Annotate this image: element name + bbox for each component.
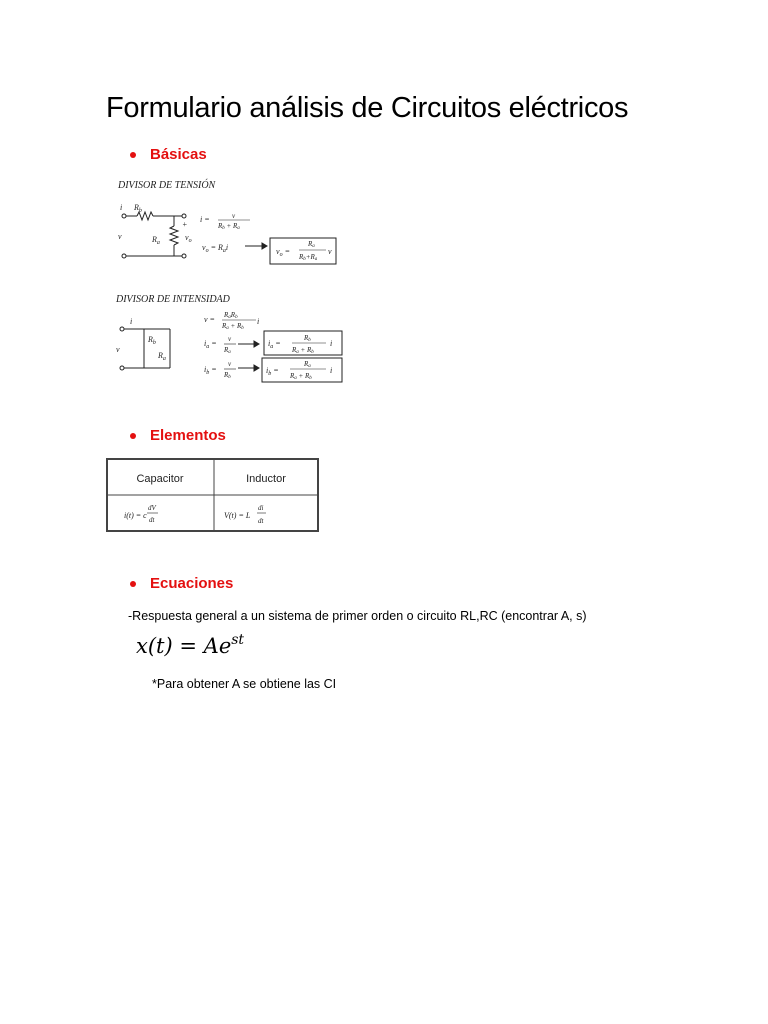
section-ecuaciones-label: Ecuaciones <box>150 575 234 592</box>
svg-text:i: i <box>330 339 333 348</box>
svg-text:i: i <box>330 366 333 375</box>
elementos-table <box>106 458 320 534</box>
svg-text:v: v <box>228 335 232 343</box>
svg-text:Ra + Rb: Ra + Rb <box>292 346 314 355</box>
svg-text:v: v <box>232 212 236 220</box>
svg-text:i: i <box>120 203 123 212</box>
divisor-circuits-figure <box>112 176 347 388</box>
svg-text:Rb: Rb <box>224 371 231 380</box>
svg-text:Rb: Rb <box>304 334 311 343</box>
section-elementos-label: Elementos <box>150 427 226 444</box>
svg-text:ib =: $i_b$ = <box>204 365 217 376</box>
divisor-intensidad-labels <box>116 311 332 381</box>
svg-text:v =: v = <box>204 315 215 324</box>
svg-text:vo =: $v_o$ = <box>276 247 290 258</box>
ecuaciones-description: -Respuesta general a un sistema de primer orden o circuito RL,RC (encontrar A, s) <box>128 609 587 623</box>
divisor-tension-labels <box>118 203 332 262</box>
inductor-equation: V(t) = L <box>224 511 251 520</box>
table-header-capacitor: Capacitor <box>136 473 184 485</box>
svg-text:Rb: $R_b$ <box>148 335 156 346</box>
section-basicas <box>130 146 207 163</box>
svg-text:Ra + Rb: Ra + Rb <box>290 372 312 381</box>
svg-text:i =: i = <box>200 215 210 224</box>
svg-text:Rb+Ra: Rb+Ra <box>299 253 318 262</box>
svg-text:ia =: $i_a$ = <box>204 339 217 350</box>
capacitor-frac-den: dt <box>149 516 155 524</box>
svg-text:vo: $v_o$ <box>185 233 192 244</box>
svg-text:Ra: Ra <box>224 346 231 355</box>
svg-text:Ra: Ra <box>304 360 311 369</box>
bullet-icon <box>130 433 136 439</box>
svg-text:Ra: $R_a$ <box>158 351 166 362</box>
page-title: Formulario análisis de Circuitos eléctricos <box>106 92 629 124</box>
formula-lhs: x(t) <box>136 634 173 658</box>
svg-text:ia =: $i_a$ = <box>268 339 281 350</box>
capacitor-frac-num: dV <box>148 504 156 512</box>
bullet-icon <box>130 152 136 158</box>
capacitor-equation: i(t) = c <box>124 511 147 520</box>
svg-text:Rb: $R_b$ <box>134 203 142 214</box>
svg-text:RaRb: RaRb <box>224 311 238 320</box>
svg-text:v: v <box>116 345 120 354</box>
svg-text:ib =: $i_b$ = <box>266 366 279 377</box>
ecuaciones-note: *Para obtener A se obtiene las CI <box>152 677 337 691</box>
svg-text:+: + <box>182 220 188 229</box>
formula-base: Ae <box>203 634 232 658</box>
svg-text:v: v <box>118 232 122 241</box>
svg-text:v: v <box>328 247 332 256</box>
svg-text:i: i <box>130 317 133 326</box>
divisor-tension-heading: DIVISOR DE TENSIÓN <box>118 180 216 191</box>
svg-text:Ra: $R_a$ <box>152 235 160 246</box>
svg-text:Rb + Ra: Rb + Ra <box>218 222 240 231</box>
svg-text:Ra: Ra <box>308 240 315 249</box>
svg-text:i: i <box>257 317 260 326</box>
section-elementos <box>130 427 226 444</box>
general-response-formula <box>136 634 244 658</box>
bullet-icon <box>130 581 136 587</box>
svg-text:vo = Rai: $v_o = R_ai$ <box>202 243 229 254</box>
formula-exponent: st <box>231 632 245 648</box>
table-header-inductor: Inductor <box>246 473 286 485</box>
divisor-intensidad-heading: DIVISOR DE INTENSIDAD <box>116 294 230 305</box>
inductor-frac-num: di <box>258 504 264 512</box>
formula-equals: = <box>179 634 197 658</box>
section-basicas-label: Básicas <box>150 146 207 163</box>
section-ecuaciones <box>130 575 233 592</box>
svg-text:v: v <box>228 360 232 368</box>
svg-text:Ra + Rb: Ra + Rb <box>222 322 244 331</box>
inductor-frac-den: dt <box>258 517 264 525</box>
